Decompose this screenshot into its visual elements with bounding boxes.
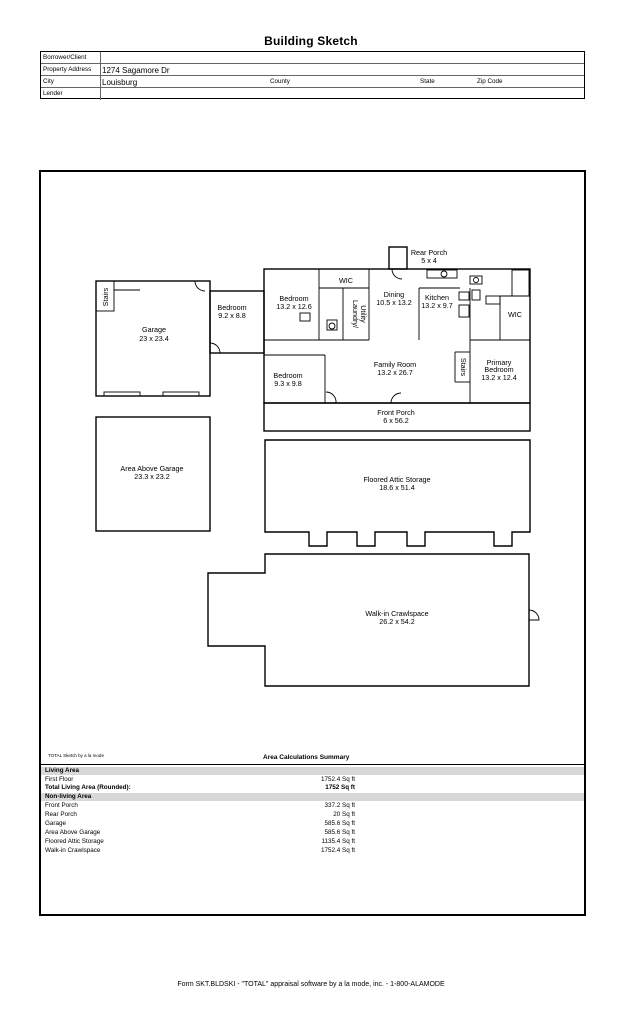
area-summary-table <box>41 764 584 914</box>
city-value: Louisburg <box>102 78 138 87</box>
crawlspace-label: Walk-in Crawlspace <box>365 609 429 618</box>
dining-label: Dining <box>383 290 405 299</box>
front-porch-label: Front Porch <box>377 408 415 417</box>
rear-porch-outline <box>389 247 407 269</box>
sketch-credit: TOTAL Sketch by a la mode <box>48 753 104 758</box>
family-room-dims: 13.2 x 26.7 <box>377 368 413 377</box>
area-row-label: Garage <box>45 820 67 827</box>
area-above-garage-dims: 23.3 x 23.2 <box>134 472 170 481</box>
kitchen-dims: 13.2 x 9.7 <box>421 301 453 310</box>
wic-1-label: WIC <box>339 276 353 285</box>
first-floor-label: First Floor <box>45 776 74 783</box>
laundry-label: Laundry/ <box>351 300 360 328</box>
main-stairs-label: Stairs <box>459 357 468 377</box>
area-row-value: 337.2 Sq ft <box>324 802 355 809</box>
bedroom-4-dims: 9.3 x 9.8 <box>274 379 302 388</box>
living-area-band <box>41 767 584 775</box>
area-row-label: Walk-in Crawlspace <box>45 847 101 854</box>
dining-dims: 10.5 x 13.2 <box>376 298 412 307</box>
garage-dims: 23 x 23.4 <box>139 334 169 343</box>
primary-dims: 13.2 x 12.4 <box>481 373 517 382</box>
garage-stairs-label: Stairs <box>101 287 110 307</box>
bedroom-small-outline <box>210 291 264 353</box>
total-living-label: Total Living Area (Rounded): <box>45 784 131 791</box>
bedroom-2-dims: 9.2 x 8.8 <box>218 311 246 320</box>
front-porch-dims: 6 x 56.2 <box>383 416 409 425</box>
county-label: County <box>270 78 290 85</box>
page-title: Building Sketch <box>264 34 358 48</box>
bedroom-3-dims: 13.2 x 12.6 <box>276 302 312 311</box>
primary-label-2: Bedroom <box>484 365 514 374</box>
lender-label: Lender <box>43 90 63 97</box>
zip-label: Zip Code <box>477 78 503 85</box>
rear-porch-dims: 5 x 4 <box>421 256 437 265</box>
wic-2-label: WIC <box>508 310 522 319</box>
kitchen-label: Kitchen <box>425 293 449 302</box>
crawlspace-outline <box>208 554 529 686</box>
crawlspace-dims: 26.2 x 54.2 <box>379 617 415 626</box>
area-row-value: 585.6 Sq ft <box>324 820 355 827</box>
area-above-garage-label: Area Above Garage <box>120 464 184 473</box>
area-summary-title: Area Calculations Summary <box>263 754 350 761</box>
area-row-label: Front Porch <box>45 802 78 809</box>
family-room-label: Family Room <box>373 360 417 369</box>
area-row-label: Floored Attic Storage <box>45 838 104 845</box>
address-value: 1274 Sagamore Dr <box>102 66 170 75</box>
attic-storage-outline <box>265 440 530 546</box>
attic-label: Floored Attic Storage <box>363 475 431 484</box>
first-floor-value: 1752.4 Sq ft <box>321 776 355 783</box>
nonliving-area-header: Non-living Area <box>45 793 92 800</box>
state-label: State <box>420 78 435 85</box>
utility-label: Utility <box>359 305 368 323</box>
address-label: Property Address <box>43 66 92 73</box>
area-row-value: 20 Sq ft <box>333 811 355 818</box>
area-row-value: 585.6 Sq ft <box>324 829 355 836</box>
borrower-label: Borrower/Client <box>43 54 87 61</box>
area-row-value: 1752.4 Sq ft <box>321 847 355 854</box>
rear-porch-label: Rear Porch <box>410 248 448 257</box>
area-row-label: Rear Porch <box>45 811 77 818</box>
page-footer: Form SKT.BLDSKI - "TOTAL" appraisal software by a la mode, inc. - 1-800-ALAMODE <box>177 981 445 988</box>
city-label: City <box>43 78 54 85</box>
bedroom-3-label: Bedroom <box>279 294 309 303</box>
area-row-label: Area Above Garage <box>45 829 101 836</box>
garage-label: Garage <box>142 325 166 334</box>
primary-label-1: Primary <box>486 358 512 367</box>
attic-dims: 18.6 x 51.4 <box>379 483 415 492</box>
bedroom-2-label: Bedroom <box>217 303 247 312</box>
living-area-header: Living Area <box>45 767 80 774</box>
area-row-value: 1135.4 Sq ft <box>321 838 355 845</box>
total-living-value: 1752 Sq ft <box>325 784 355 791</box>
bedroom-4-label: Bedroom <box>273 371 303 380</box>
nonliving-area-band <box>41 793 584 801</box>
